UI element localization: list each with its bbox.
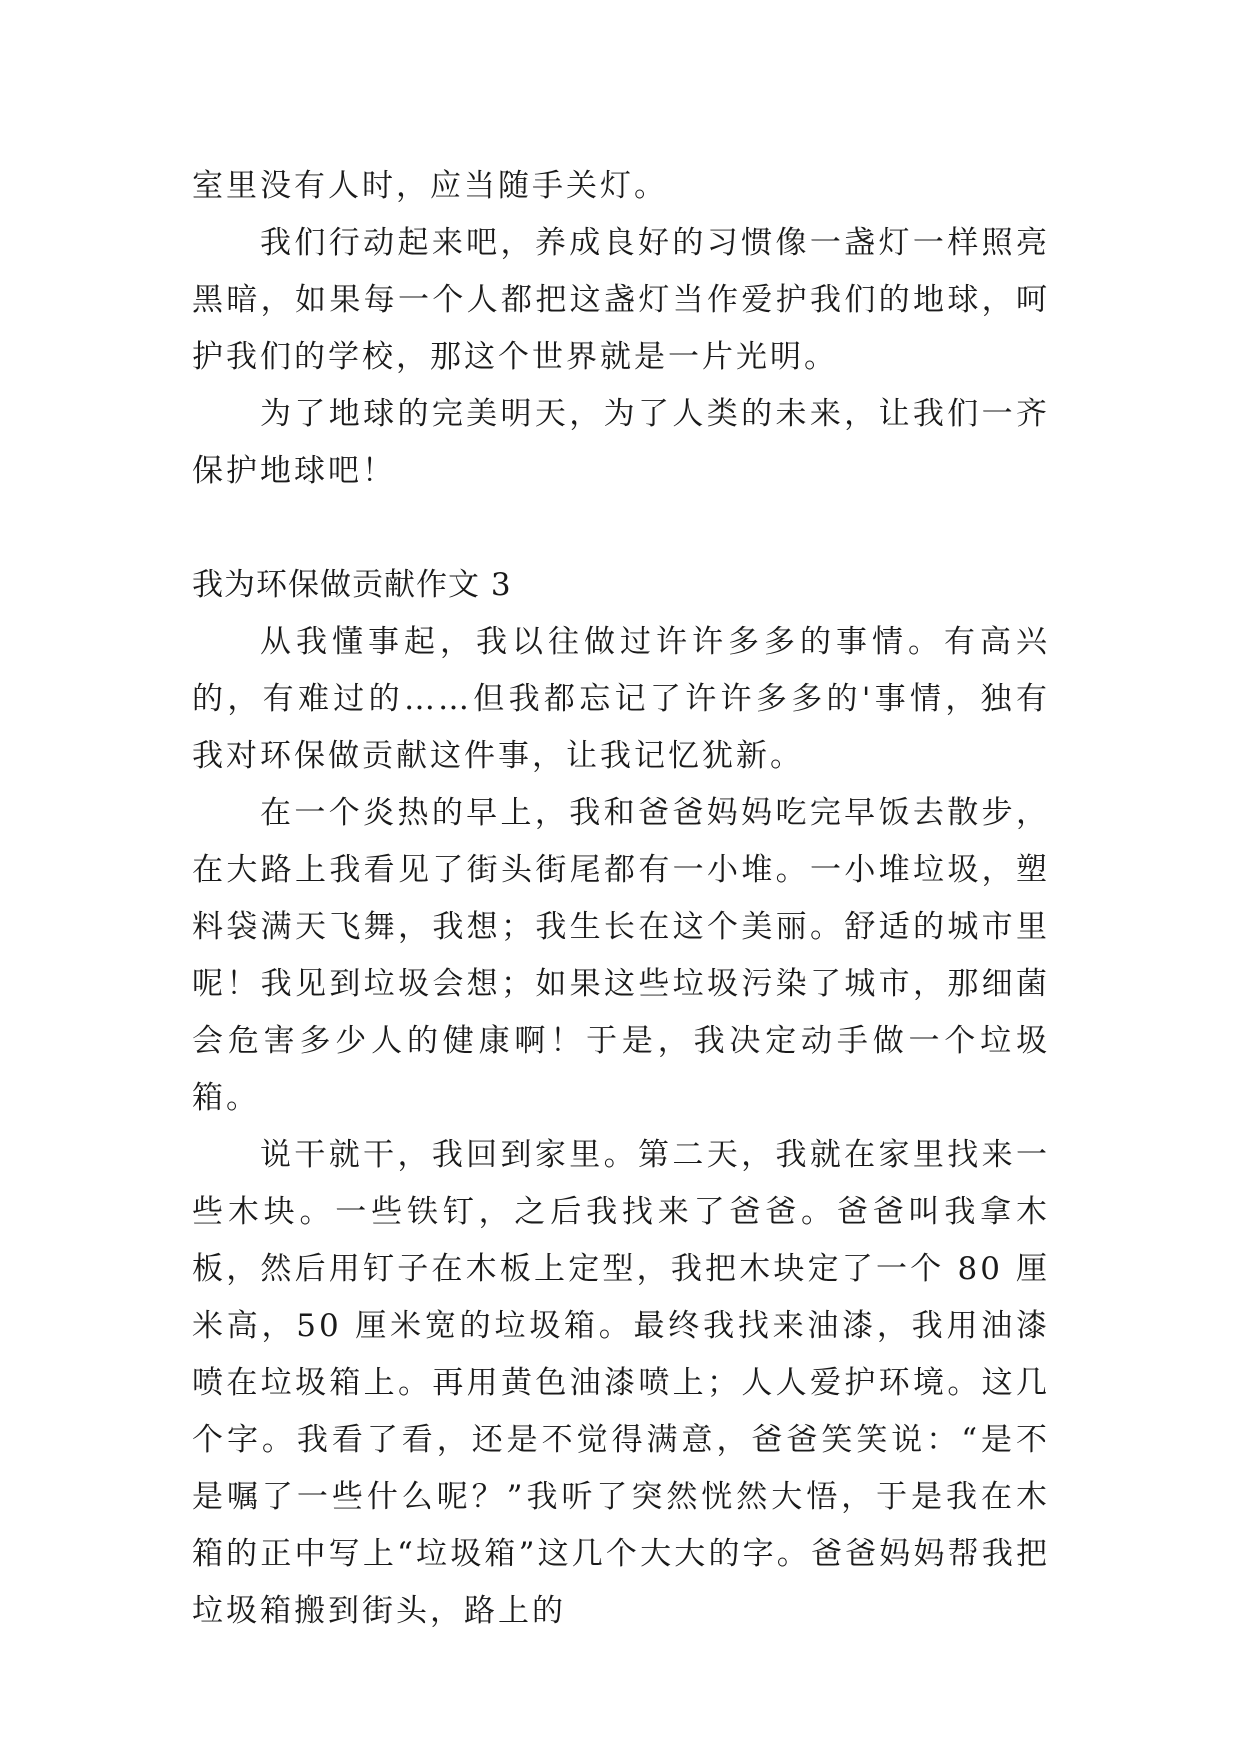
paragraph: 为了地球的完美明天，为了人类的未来，让我们一齐保护地球吧！	[192, 396, 1050, 489]
paragraph: 从我懂事起，我以往做过许许多多的事情。有高兴的，有难过的……但我都忘记了许许多多的'事情，独有我对环保做贡献这件事，让我记忆犹新。	[192, 624, 1050, 774]
paragraph: 室里没有人时，应当随手关灯。	[192, 168, 668, 204]
essay-section-3	[192, 557, 1050, 1640]
paragraph: 说干就干，我回到家里。第二天，我就在家里找来一些木块。一些铁钉，之后我找来了爸爸。爸爸叫我拿木板，然后用钉子在木板上定型，我把木块定了一个 80 厘米高，50 厘米宽的垃圾箱。最终我找来油漆，我用油漆喷在垃圾箱上。再用黄色油漆喷上；人人爱护环境。这几个字。我看了看，还是不觉得满意，爸爸笑笑说：“是不是嘱了一些什么呢？”我听了突然恍然大悟，于是我在木箱的正中写上“垃圾箱”这几个大大的字。爸爸妈妈帮我把垃圾箱搬到街头，路上的	[192, 1137, 1050, 1629]
paragraph: 我们行动起来吧，养成良好的习惯像一盏灯一样照亮黑暗，如果每一个人都把这盏灯当作爱护我们的地球，呵护我们的学校，那这个世界就是一片光明。	[192, 225, 1050, 375]
paragraph: 在一个炎热的早上，我和爸爸妈妈吃完早饭去散步，在大路上我看见了街头街尾都有一小堆。一小堆垃圾，塑料袋满天飞舞，我想；我生长在这个美丽。舒适的城市里呢！我见到垃圾会想；如果这些垃圾污染了城市，那细菌会危害多少人的健康啊！于是，我决定动手做一个垃圾箱。	[192, 795, 1050, 1116]
section-title: 我为环保做贡献作文 3	[192, 567, 512, 603]
previous-essay-ending	[192, 158, 1050, 500]
